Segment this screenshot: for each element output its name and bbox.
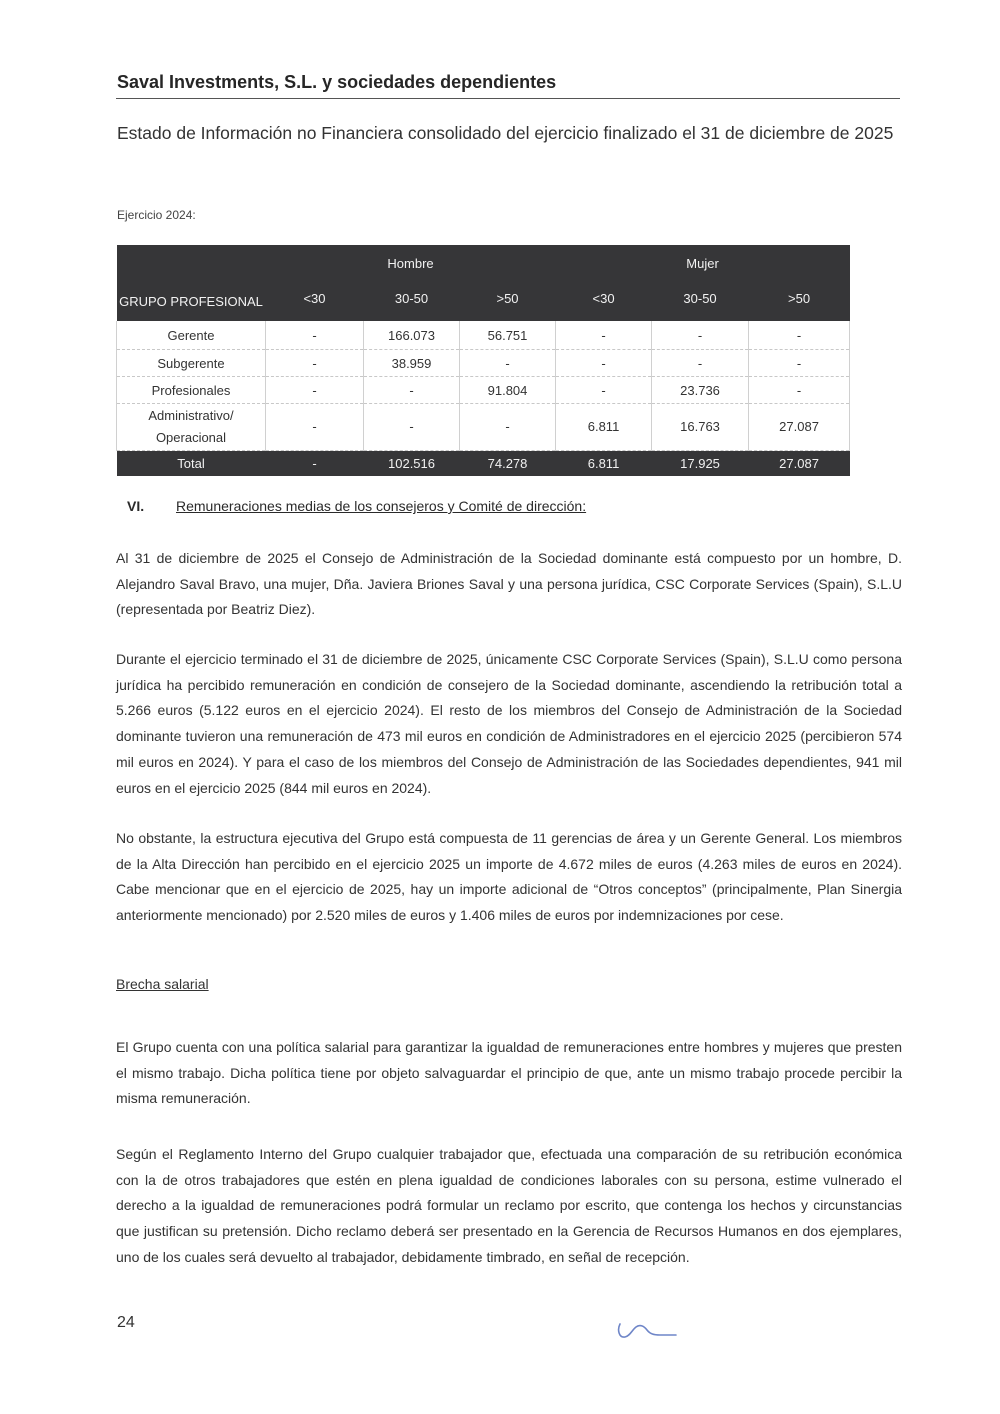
header-divider <box>116 98 900 99</box>
company-header: Saval Investments, S.L. y sociedades dependientes <box>117 72 557 92</box>
age-header: 30-50 <box>394 290 429 306</box>
table-cell: - <box>749 377 850 404</box>
table-cell: 6.811 <box>556 404 652 451</box>
table-row <box>117 350 850 377</box>
table-cell: - <box>556 321 652 350</box>
paragraph-internal-regulation: Según el Reglamento Interno del Grupo cualquier trabajador que, efectuada una comparación de su retribución económica con la de otros trabajadores que estén en plena igualdad de condiciones laborales con su persona, estime vulnerado el derecho a la igualdad de remuneraciones podrá formular un reclamo por escrito, que contenga los hechos y circunstancias que justifican su pretensión. Dicho reclamo deberá ser presentado en la Gerencia de Recursos Humanos en dos ejemplares, uno de los cuales será devuelto al trabajador, debidamente timbrado, en señal de recepción. <box>116 1146 902 1265</box>
salary-table <box>116 245 850 476</box>
table-cell: - <box>749 321 850 350</box>
section-heading <box>127 498 586 514</box>
total-cell: 17.925 <box>680 456 720 471</box>
table-cell: 23.736 <box>652 377 749 404</box>
table-cell: 166.073 <box>364 321 460 350</box>
total-label: Total <box>177 456 205 471</box>
table-cell: - <box>364 377 460 404</box>
table-cell: - <box>749 350 850 377</box>
table-cell: - <box>556 350 652 377</box>
table-cell: - <box>266 404 364 451</box>
total-cell: 102.516 <box>388 456 435 471</box>
section-title: Remuneraciones medias de los consejeros y Comité de dirección: <box>176 498 587 514</box>
subheading-salary-gap: Brecha salarial <box>116 976 209 992</box>
table-cell: 16.763 <box>652 404 749 451</box>
total-row <box>117 451 850 477</box>
total-cell: - <box>312 456 317 471</box>
row-label: Gerente <box>117 321 266 350</box>
table-cell: 56.751 <box>460 321 556 350</box>
gender-header-mujer: Mujer <box>686 256 719 271</box>
signature <box>616 1318 680 1344</box>
table-caption: Ejercicio 2024: <box>117 208 196 222</box>
table-cell: - <box>652 350 749 377</box>
table-cell: 27.087 <box>749 404 850 451</box>
table-cell: - <box>266 350 364 377</box>
total-cell: 27.087 <box>779 456 819 471</box>
group-header: GRUPO PROFESIONAL <box>119 294 263 309</box>
gender-header-hombre: Hombre <box>387 256 434 271</box>
table-row <box>117 321 850 350</box>
total-cell: 74.278 <box>487 456 528 471</box>
age-header: <30 <box>592 290 615 306</box>
total-cell: 6.811 <box>587 456 620 471</box>
paragraph-board-composition: Al 31 de diciembre de 2025 el Consejo de Administración de la Sociedad dominante está compuesto por un hombre, D. Alejandro Saval Bravo, una mujer, Dña. Javiera Briones Saval y una persona jurídica, CSC Corporate Services (Spain), S.L.U (representada por Beatriz Diez). <box>116 550 902 618</box>
table-cell: - <box>460 350 556 377</box>
table-cell: 91.804 <box>460 377 556 404</box>
section-number: VI. <box>127 498 145 514</box>
paragraph-board-remuneration: Durante el ejercicio terminado el 31 de diciembre de 2025, únicamente CSC Corporate Services (Spain), S.L.U como persona jurídica ha percibido remuneración en condición de consejero de la Sociedad dominante, ascendiendo la retribución total a 5.266 euros (5.122 euros en el ejercicio 2024). El resto de los miembros del Consejo de Administración de la Sociedad dominante tuvieron una remuneración de 473 mil euros en condición de Administradores en el ejercicio 2025 (percibieron 574 mil euros en 2024). Y para el caso de los miembros del Consejo de Administración de las Sociedades dependientes, 941 mil euros en el ejercicio 2025 (844 mil euros en 2024). <box>116 651 902 796</box>
age-header: >50 <box>496 290 519 306</box>
table-cell: - <box>556 377 652 404</box>
table-cell: - <box>266 321 364 350</box>
age-header: 30-50 <box>683 290 717 306</box>
row-label: Subgerente <box>117 350 266 377</box>
row-label: Administrativo/ Operacional <box>117 404 266 451</box>
page-number: 24 <box>117 1314 135 1331</box>
table-row <box>117 404 850 451</box>
table-cell: 38.959 <box>364 350 460 377</box>
age-header: >50 <box>788 290 811 306</box>
table-cell: - <box>460 404 556 451</box>
row-label: Profesionales <box>117 377 266 404</box>
table-cell: - <box>364 404 460 451</box>
document-subtitle: Estado de Información no Financiera consolidado del ejercicio finalizado el 31 de diciembre de 2025 <box>117 123 894 143</box>
table-row <box>117 377 850 404</box>
age-header: <30 <box>303 290 326 306</box>
paragraph-salary-policy: El Grupo cuenta con una política salarial para garantizar la igualdad de remuneraciones entre hombres y mujeres que presten el mismo trabajo. Dicha política tiene por objeto salvaguardar el principio de que, ante un mismo trabajo procede percibir la misma remuneración. <box>116 1039 902 1107</box>
table-cell: - <box>652 321 749 350</box>
paragraph-management-remuneration: No obstante, la estructura ejecutiva del Grupo está compuesta de 11 gerencias de área y un Gerente General. Los miembros de la Alta Dirección han percibido en el ejercicio 2025 un importe de 4.672 miles de euros (4.263 miles de euros en 2024). Cabe mencionar que en el ejercicio de 2025, hay un importe adicional de “Otros conceptos” (principalmente, Plan Sinergia anteriormente mencionado) por 2.520 miles de euros y 1.406 miles de euros por indemnizaciones por cese. <box>116 830 902 924</box>
table-cell: - <box>266 377 364 404</box>
